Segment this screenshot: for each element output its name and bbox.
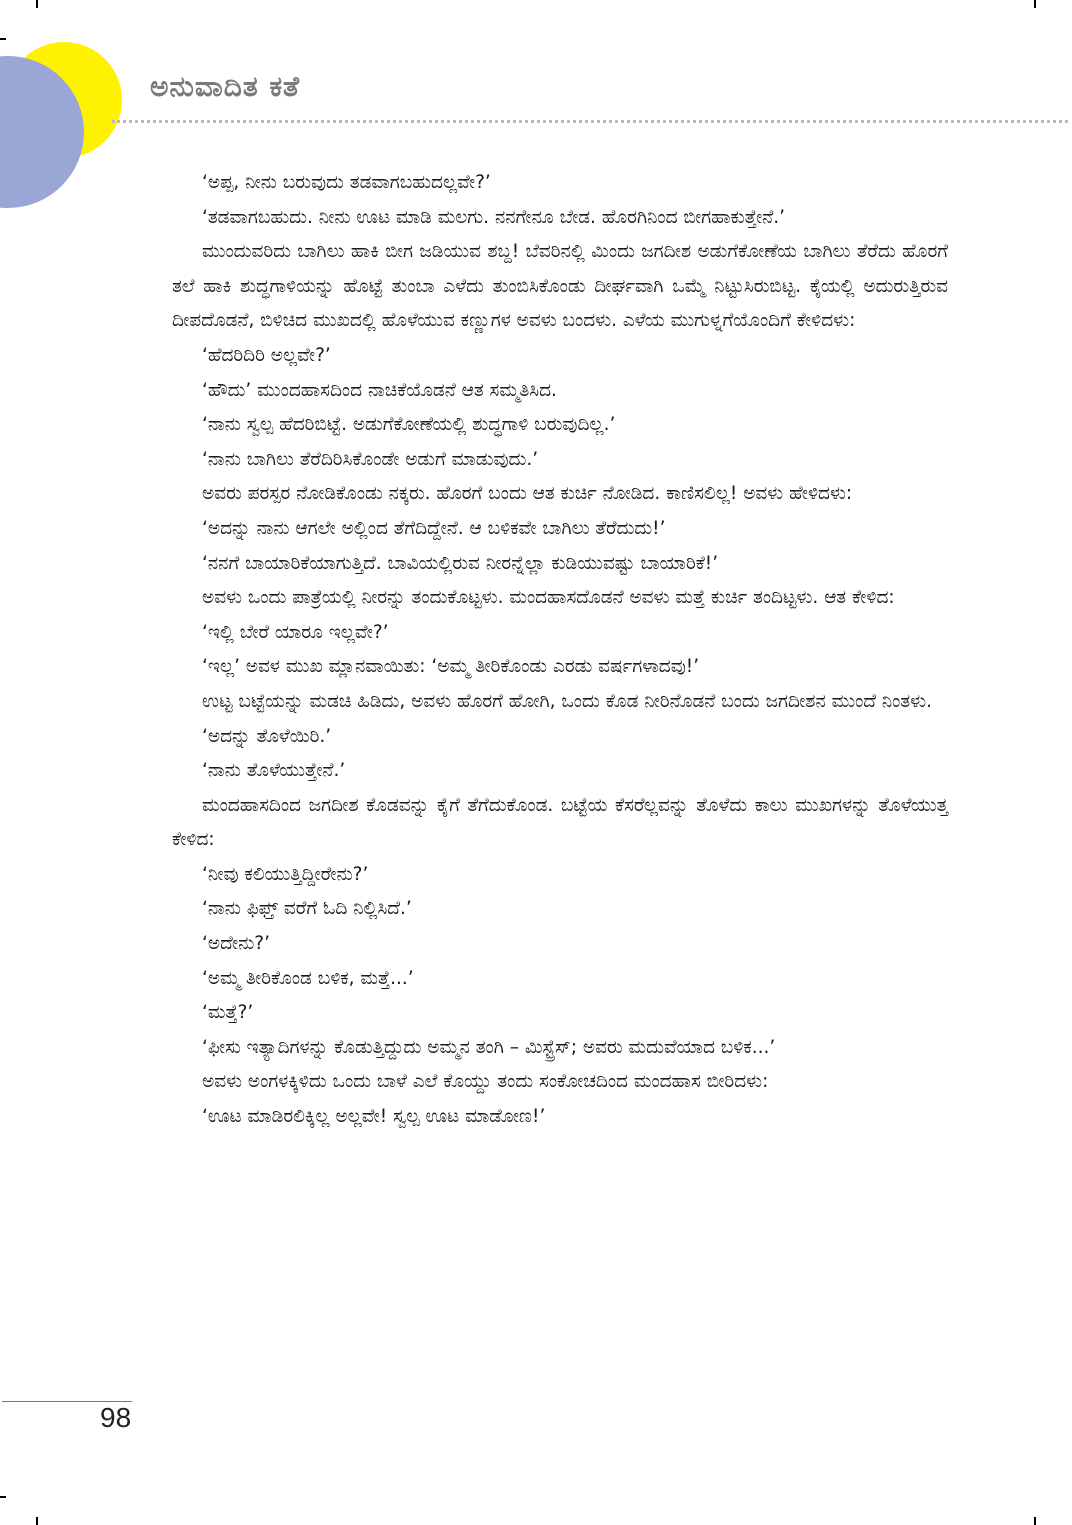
paragraph: ‘ಅಪ್ಪ, ನೀನು ಬರುವುದು ತಡವಾಗಬಹುದಲ್ಲವೇ?’ <box>202 172 491 193</box>
crop-mark-bottom-right <box>1034 1517 1036 1525</box>
paragraph: ‘ಹೆದರಿದಿರಿ ಅಲ್ಲವೇ?’ <box>202 344 331 366</box>
crop-mark-bottom-left <box>36 1517 38 1525</box>
crop-mark-bottom-left-side <box>0 1496 6 1498</box>
paragraph: ‘ಅದನ್ನು ತೊಳೆಯಿರಿ.’ <box>202 725 332 747</box>
page-number: 98 <box>100 1402 132 1433</box>
paragraph: ಮಂದಹಾಸದಿಂದ ಜಗದೀಶ ಕೊಡವನ್ನು ಕೈಗೆ ತೆಗೆದುಕೊಂಡ. ಬಟ್ಟೆಯ ಕೆಸರೆಲ್ಲವನ್ನು ತೊಳೆದು ಕಾಲು ಮುಖಗಳನ್ನು ತೊಳೆಯುತ್ತ ಕೇಳಿದ: <box>172 794 948 851</box>
story-body <box>172 166 948 1135</box>
paragraph: ‘ಊಟ ಮಾಡಿರಲಿಕ್ಕಿಲ್ಲ ಅಲ್ಲವೇ! ಸ್ವಲ್ಪ ಊಟ ಮಾಡೋಣ!’ <box>202 1106 546 1128</box>
paragraph: ‘ಮತ್ತೆ?’ <box>202 1002 254 1024</box>
paragraph: ‘ಇಲ್ಲ’ ಅವಳ ಮುಖ ಮ್ಲಾನವಾಯಿತು: ‘ಅಮ್ಮ ತೀರಿಕೊಂಡು ಎರಡು ವರ್ಷಗಳಾದವು!’ <box>202 656 700 678</box>
paragraph: ‘ಫೀಸು ಇತ್ಯಾದಿಗಳನ್ನು ಕೊಡುತ್ತಿದ್ದುದು ಅಮ್ಮನ ತಂಗಿ – ಮಿಸ್ಟ್ರೆಸ್; ಅವರು ಮದುವೆಯಾದ ಬಳಿಕ...’ <box>202 1036 776 1058</box>
paragraph: ಅವರು ಪರಸ್ಪರ ನೋಡಿಕೊಂಡು ನಕ್ಕರು. ಹೊರಗೆ ಬಂದು ಆತ ಕುರ್ಚಿ ನೋಡಿದ. ಕಾಣಿಸಲಿಲ್ಲ! ಅವಳು ಹೇಳಿದಳು: <box>202 483 853 505</box>
paragraph: ‘ಹೌದು’ ಮುಂದಹಾಸದಿಂದ ನಾಚಿಕೆಯೊಡನೆ ಆತ ಸಮ್ಮತಿಸಿದ. <box>202 379 557 401</box>
paragraph: ‘ನೀವು ಕಲಿಯುತ್ತಿದ್ದೀರೇನು?’ <box>202 863 369 885</box>
paragraph: ‘ನನಗೆ ಬಾಯಾರಿಕೆಯಾಗುತ್ತಿದೆ. ಬಾವಿಯಲ್ಲಿರುವ ನೀರನ್ನೆಲ್ಲಾ ಕುಡಿಯುವಷ್ಟು ಬಾಯಾರಿಕೆ!’ <box>202 552 719 574</box>
paragraph: ಮುಂದುವರಿದು ಬಾಗಿಲು ಹಾಕಿ ಬೀಗ ಜಡಿಯುವ ಶಬ್ದ! ಬೆವರಿನಲ್ಲಿ ಮಿಂದು ಜಗದೀಶ ಅಡುಗೆಕೋಣೆಯ ಬಾಗಿಲು ತೆರೆದು ಹೊರಗೆ ತಲೆ ಹಾಕಿ ಶುದ್ಧಗಾಳಿಯನ್ನು ಹೊಟ್ಟೆ ತುಂಬಾ ಎಳೆದು ತುಂಬಿಸಿಕೊಂಡು ದೀರ್ಘವಾಗಿ ಒಮ್ಮೆ ನಿಟ್ಟುಸಿರುಬಿಟ್ಟ. ಕೈಯಲ್ಲಿ ಅದುರುತ್ತಿರುವ ದೀಪದೊಡನೆ, ಬಿಳಿಚಿದ ಮುಖದಲ್ಲಿ ಹೊಳೆಯುವ ಕಣ್ಣುಗಳ ಅವಳು ಬಂದಳು. ಎಳೆಯ ಮುಗುಳ್ನಗೆಯೊಂದಿಗೆ ಕೇಳಿದಳು: <box>172 241 948 332</box>
header-dotted-divider <box>112 120 1068 123</box>
paragraph: ‘ತಡವಾಗಬಹುದು. ನೀನು ಊಟ ಮಾಡಿ ಮಲಗು. ನನಗೇನೂ ಬೇಡ. ಹೊರಗಿನಿಂದ ಬೀಗಹಾಕುತ್ತೇನೆ.’ <box>202 206 785 228</box>
paragraph: ‘ನಾನು ಬಾಗಿಲು ತೆರೆದಿರಿಸಿಕೊಂಡೇ ಅಡುಗೆ ಮಾಡುವುದು.’ <box>202 448 539 470</box>
header-decoration <box>0 0 140 210</box>
paragraph: ‘ಅಮ್ಮ ತೀರಿಕೊಂಡ ಬಳಿಕ, ಮತ್ತೆ...’ <box>202 967 414 989</box>
section-title: ಅನುವಾದಿತ ಕತೆ <box>150 70 301 103</box>
paragraph: ‘ಅದೇನು?’ <box>202 933 270 955</box>
paragraph: ‘ನಾನು ತೊಳೆಯುತ್ತೇನೆ.’ <box>202 760 346 782</box>
crop-mark-top-right <box>1034 0 1036 8</box>
paragraph: ‘ನಾನು ಸ್ವಲ್ಪ ಹೆದರಿಬಿಟ್ಟೆ. ಅಡುಗೆಕೋಣೆಯಲ್ಲಿ ಶುದ್ಧಗಾಳಿ ಬರುವುದಿಲ್ಲ.’ <box>202 414 616 436</box>
paragraph: ‘ನಾನು ಫಿಫ್ತ್ ವರೆಗೆ ಓದಿ ನಿಲ್ಲಿಸಿದೆ.’ <box>202 898 412 920</box>
paragraph: ‘ಅದನ್ನು ನಾನು ಆಗಲೇ ಅಲ್ಲಿಂದ ತೆಗೆದಿದ್ದೇನೆ. ಆ ಬಳಿಕವೇ ಬಾಗಿಲು ತೆರೆದುದು!’ <box>202 517 666 539</box>
paragraph: ಅವಳು ಒಂದು ಪಾತ್ರೆಯಲ್ಲಿ ನೀರನ್ನು ತಂದುಕೊಟ್ಟಳು. ಮಂದಹಾಸದೊಡನೆ ಅವಳು ಮತ್ತೆ ಕುರ್ಚಿ ತಂದಿಟ್ಟಳು. ಆತ ಕೇಳಿದ: <box>202 587 895 609</box>
paragraph: ಅವಳು ಅಂಗಳಕ್ಕಿಳಿದು ಒಂದು ಬಾಳೆ ಎಲೆ ಕೊಯ್ದು ತಂದು ಸಂಕೋಚದಿಂದ ಮಂದಹಾಸ ಬೀರಿದಳು: <box>202 1071 769 1093</box>
paragraph: ಉಟ್ಟ ಬಟ್ಟೆಯನ್ನು ಮಡಚಿ ಹಿಡಿದು, ಅವಳು ಹೊರಗೆ ಹೋಗಿ, ಒಂದು ಕೊಡ ನೀರಿನೊಡನೆ ಬಂದು ಜಗದೀಶನ ಮುಂದೆ ನಿಂತಳು. <box>202 690 932 712</box>
paragraph: ‘ಇಲ್ಲಿ ಬೇರೆ ಯಾರೂ ಇಲ್ಲವೇ?’ <box>202 621 389 643</box>
